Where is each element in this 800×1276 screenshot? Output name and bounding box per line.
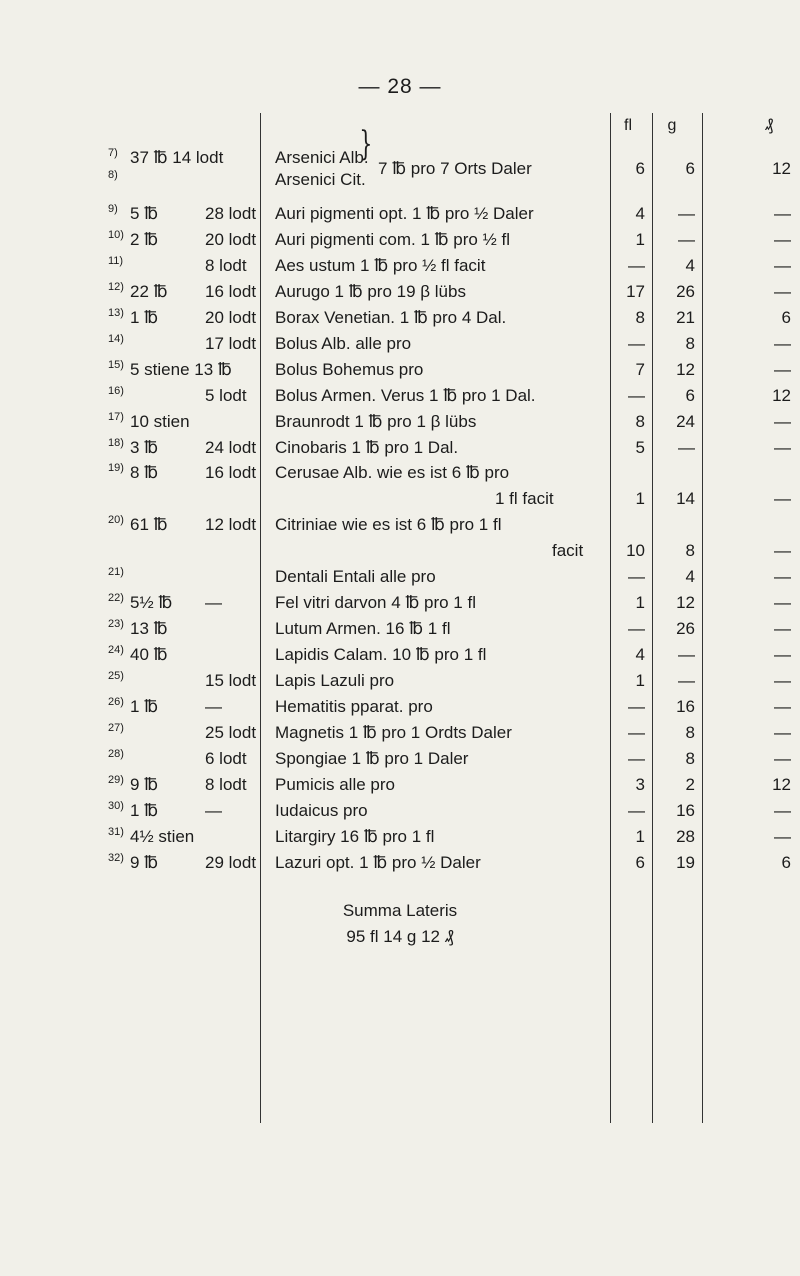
entry-number: 10) [108,229,124,241]
entry-pf: — [774,723,791,742]
entry-description: Hematitis pparat. pro [275,697,433,716]
entry-quantity: 22 ℔ [130,282,168,301]
entry-pf: — [774,567,791,586]
entry-pf: — [774,282,791,301]
entry-quantity: 61 ℔ [130,515,168,534]
entry-lodt: 6 lodt [205,749,247,768]
entry-lodt: 17 lodt [205,334,257,353]
entry-price: 7 ℔ pro 7 Orts Daler [378,159,532,178]
entry-quantity: 9 ℔ [130,853,159,872]
entry-pf: — [774,412,791,431]
entry-quantity: 1 ℔ [130,801,159,820]
entry-description: Iudaicus pro [275,801,368,820]
entry-fl: — [628,256,645,275]
entry-lodt: 16 lodt [205,282,257,301]
entry-fl: — [628,567,645,586]
entry-description: Bolus Bohemus pro [275,360,424,379]
entry-pf: — [774,489,791,508]
entry-number: 12) [108,281,124,293]
entry-pf: 12 [772,159,791,178]
entry-number: 9) [108,203,118,215]
entry-g: 24 [676,412,695,431]
entry-g: 8 [685,541,695,560]
entry-description-2: Arsenici Cit. [275,170,366,189]
entry-pf: — [774,334,791,353]
entry-fl: 1 [635,230,645,249]
entry-description: Lapis Lazuli pro [275,671,395,690]
entry-pf: — [774,645,791,664]
entry-quantity: 1 ℔ [130,697,159,716]
entry-fl: 1 [635,671,645,690]
header-fl: fl [624,117,632,134]
entry-description: Borax Venetian. 1 ℔ pro 4 Dal. [275,308,507,327]
entry-description: Arsenici Alb. [275,148,369,167]
entry-fl: 10 [626,541,645,560]
entry-g: 4 [685,256,695,275]
entry-number: 16) [108,385,124,397]
entry-g: 6 [685,159,695,178]
entry-g: 16 [676,801,695,820]
entry-g: — [678,438,695,457]
entry-description: Aurugo 1 ℔ pro 19 β lübs [275,282,466,301]
entry-quantity: 2 ℔ [130,230,159,249]
entry-g: 16 [676,697,695,716]
entry-fl: — [628,386,645,405]
entry-pf: — [774,827,791,846]
entry-quantity: 5½ ℔ [130,593,173,612]
entry-pf: — [774,256,791,275]
entry-description: Aes ustum 1 ℔ pro ½ fl facit [275,256,486,275]
entry-fl: 8 [635,412,645,431]
entry-description: Magnetis 1 ℔ pro 1 Ordts Daler [275,723,512,742]
entry-description: Bolus Alb. alle pro [275,334,412,353]
entry-pf: — [774,697,791,716]
entry-fl: 6 [635,159,645,178]
entry-g: — [678,230,695,249]
entry-fl: 4 [635,645,645,664]
page-number: — 28 — [358,75,442,98]
entry-fl: 1 [635,593,645,612]
entry-number: 15) [108,359,124,371]
entry-g: 14 [676,489,695,508]
entry-g: 6 [685,386,695,405]
entry-g: 8 [685,723,695,742]
entry-fl: 3 [635,775,645,794]
entry-description: Litargiry 16 ℔ pro 1 fl [275,827,435,846]
entry-pf: — [774,438,791,457]
entry-description: Cinobaris 1 ℔ pro 1 Dal. [275,438,459,457]
entry-g: — [678,204,695,223]
entry-description-cont: facit [552,541,584,560]
entry-fl: 17 [626,282,645,301]
entry-number: 28) [108,748,124,760]
entry-pf: — [774,801,791,820]
entry-fl: 1 [635,827,645,846]
entry-number: 30) [108,800,124,812]
entry-quantity: 13 ℔ [130,619,168,638]
entry-description-cont: 1 fl facit [495,489,554,508]
entry-number: 31) [108,826,124,838]
entry-lodt: 8 lodt [205,256,247,275]
entry-number: 17) [108,411,124,423]
entry-pf: — [774,671,791,690]
entry-pf: — [774,230,791,249]
entry-fl: — [628,801,645,820]
entry-lodt: — [205,593,222,612]
entry-number: 14) [108,333,124,345]
entry-pf: 12 [772,775,791,794]
entry-pf: — [774,593,791,612]
entry-g: 8 [685,749,695,768]
entry-number: 7) [108,147,118,159]
entry-lodt: 20 lodt [205,230,257,249]
entry-number: 26) [108,696,124,708]
entry-description: Cerusae Alb. wie es ist 6 ℔ pro [275,463,510,482]
entry-lodt: 15 lodt [205,671,257,690]
entry-description: Auri pigmenti opt. 1 ℔ pro ½ Daler [275,204,534,223]
entry-fl: 4 [635,204,645,223]
entry-number: 8) [108,169,118,181]
entry-pf: — [774,749,791,768]
entry-description: Dentali Entali alle pro [275,567,436,586]
entry-quantity: 5 stiene 13 ℔ [130,360,232,379]
entry-fl: 1 [635,489,645,508]
entry-lodt: 16 lodt [205,463,257,482]
entry-description: Lazuri opt. 1 ℔ pro ½ Daler [275,853,481,872]
entry-lodt: 29 lodt [205,853,257,872]
entry-number: 29) [108,774,124,786]
entry-quantity: 4½ stien [130,827,195,846]
entry-lodt: 12 lodt [205,515,257,534]
entry-g: — [678,645,695,664]
entry-fl: 6 [635,853,645,872]
entry-lodt: — [205,801,222,820]
entry-g: 2 [685,775,695,794]
entry-lodt: 8 lodt [205,775,247,794]
entry-number: 18) [108,437,124,449]
entry-g: 26 [676,282,695,301]
entry-pf: 12 [772,386,791,405]
entry-g: 21 [676,308,695,327]
entry-description: Auri pigmenti com. 1 ℔ pro ½ fl [275,230,510,249]
header-pf: ₰ [764,117,774,134]
entry-number: 32) [108,852,124,864]
table-row [0,851,800,875]
entry-pf: — [774,541,791,560]
entry-fl: — [628,723,645,742]
entry-g: 28 [676,827,695,846]
entry-description: Fel vitri darvon 4 ℔ pro 1 fl [275,593,476,612]
entry-number: 22) [108,592,124,604]
entry-description: Lapidis Calam. 10 ℔ pro 1 fl [275,645,487,664]
entry-quantity: 3 ℔ [130,438,159,457]
entry-pf: — [774,360,791,379]
entry-number: 11) [108,255,124,267]
entry-pf: — [774,204,791,223]
entry-lodt: 20 lodt [205,308,257,327]
entry-lodt: 28 lodt [205,204,257,223]
entry-number: 19) [108,462,124,474]
entry-fl: — [628,697,645,716]
entry-quantity: 8 ℔ [130,463,159,482]
entry-fl: — [628,749,645,768]
entry-description: Lutum Armen. 16 ℔ 1 fl [275,619,451,638]
entry-pf: 6 [781,308,791,327]
entry-g: — [678,671,695,690]
entry-quantity: 40 ℔ [130,645,168,664]
entry-description: Citriniae wie es ist 6 ℔ pro 1 fl [275,515,502,534]
entry-pf: — [774,619,791,638]
entry-g: 19 [676,853,695,872]
entry-number: 24) [108,644,124,656]
entry-number: 27) [108,722,124,734]
entry-fl: 8 [635,308,645,327]
entry-g: 8 [685,334,695,353]
entry-description: Braunrodt 1 ℔ pro 1 β lübs [275,412,477,431]
entry-fl: — [628,619,645,638]
entry-number: 20) [108,514,124,526]
summa-lateris [275,898,525,950]
entry-lodt: — [205,697,222,716]
summa-total: 95 fl 14 g 12 ₰ [346,927,454,946]
entry-quantity: 1 ℔ [130,308,159,327]
entry-description: Spongiae 1 ℔ pro 1 Daler [275,749,469,768]
entry-number: 13) [108,307,124,319]
entry-description: Pumicis alle pro [275,775,395,794]
entry-fl: — [628,334,645,353]
entry-pf: 6 [781,853,791,872]
entry-fl: 7 [635,360,645,379]
entry-g: 4 [685,567,695,586]
entry-number: 21) [108,566,124,578]
header-g: g [667,117,677,134]
entry-g: 12 [676,593,695,612]
entry-lodt: 5 lodt [205,386,247,405]
entry-number: 25) [108,670,124,682]
entry-g: 26 [676,619,695,638]
brace-symbol: } [359,124,373,164]
entry-quantity: 10 stien [130,412,190,431]
summa-label: Summa Lateris [342,901,458,920]
entry-g: 12 [676,360,695,379]
entry-number: 23) [108,618,124,630]
entry-lodt: 24 lodt [205,438,257,457]
entry-quantity: 5 ℔ [130,204,159,223]
entry-quantity: 37 ℔ 14 lodt [130,148,224,167]
entry-lodt: 25 lodt [205,723,257,742]
entry-fl: 5 [635,438,645,457]
entry-quantity: 9 ℔ [130,775,159,794]
entry-description: Bolus Armen. Verus 1 ℔ pro 1 Dal. [275,386,536,405]
